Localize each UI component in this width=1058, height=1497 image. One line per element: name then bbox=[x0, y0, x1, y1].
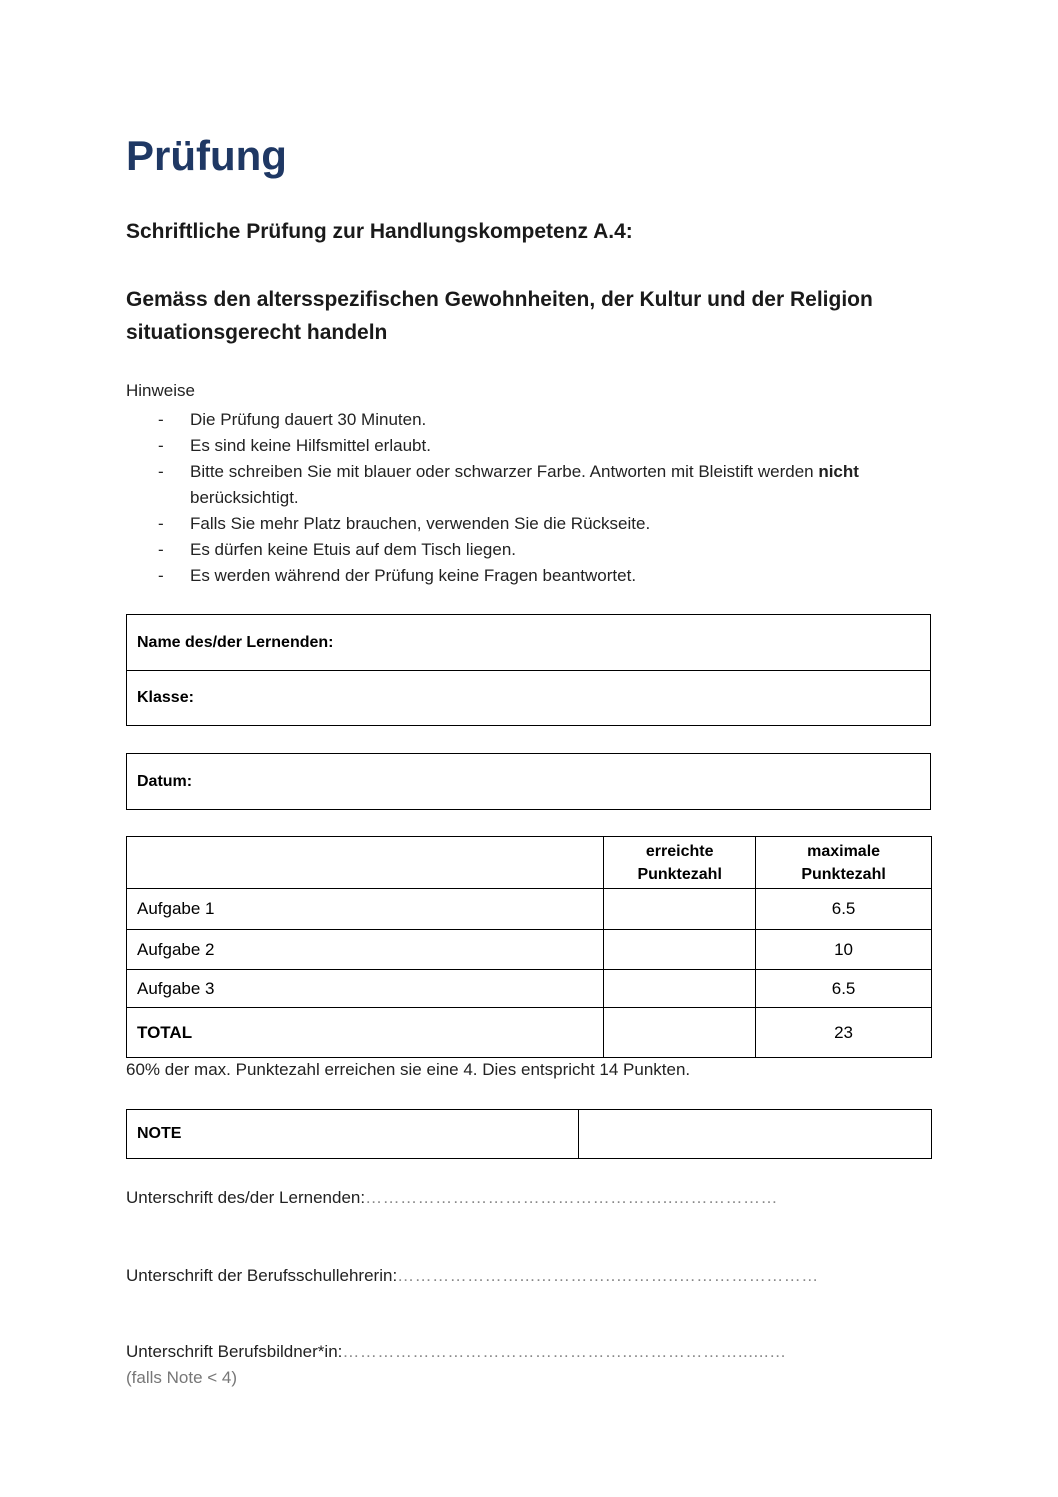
table-row bbox=[127, 930, 932, 970]
signature-student-label: Unterschrift des/der Lernenden: bbox=[126, 1188, 366, 1207]
max-total: 23 bbox=[756, 1008, 932, 1058]
hint-item: - Falls Sie mehr Platz brauchen, verwenden Sie die Rückseite. bbox=[158, 514, 651, 533]
class-field[interactable] bbox=[127, 670, 930, 725]
signature-trainer-label: Unterschrift Berufsbildner*in: bbox=[126, 1342, 343, 1361]
signature-dots: …………………………………………..………………......… bbox=[342, 1342, 787, 1361]
competency-heading: Gemäss den altersspezifischen Gewohnheiten, der Kultur und der Religion situationsgerecht handeln bbox=[126, 288, 873, 344]
hint-item: - Die Prüfung dauert 30 Minuten. bbox=[158, 410, 427, 429]
grade-table bbox=[126, 1109, 932, 1159]
class-label: Klasse: bbox=[137, 689, 194, 706]
hints-list bbox=[126, 407, 926, 589]
signature-teacher-line[interactable] bbox=[126, 1266, 819, 1286]
grade-field[interactable] bbox=[579, 1110, 932, 1159]
max-points: 10 bbox=[756, 930, 932, 970]
exam-subtitle: Schriftliche Prüfung zur Handlungskompetenz A.4: bbox=[126, 220, 633, 243]
hint-item: - Bitte schreiben Sie mit blauer oder schwarzer Farbe. Antworten mit Bleistift werden nicht berücksichtigt. bbox=[158, 462, 859, 507]
score-header-task bbox=[127, 837, 604, 889]
signature-dots: ……………………………………………..……………… bbox=[365, 1188, 779, 1207]
hint-item: - Es dürfen keine Etuis auf dem Tisch liegen. bbox=[158, 540, 517, 559]
signature-trainer-line[interactable] bbox=[126, 1342, 787, 1362]
trainer-signature-condition: (falls Note < 4) bbox=[126, 1368, 238, 1387]
page-title: Prüfung bbox=[126, 132, 287, 179]
emphasis-nicht: nicht bbox=[818, 462, 859, 481]
max-points: 6.5 bbox=[756, 889, 932, 930]
hints-label: Hinweise bbox=[126, 381, 195, 400]
task-name: Aufgabe 1 bbox=[127, 889, 604, 930]
total-label: TOTAL bbox=[127, 1008, 604, 1058]
date-field[interactable] bbox=[127, 754, 930, 809]
date-label: Datum: bbox=[137, 772, 193, 790]
task-name: Aufgabe 3 bbox=[127, 970, 604, 1008]
signature-student-line[interactable] bbox=[126, 1188, 778, 1208]
date-box bbox=[126, 753, 931, 810]
hint-item: - Es sind keine Hilfsmittel erlaubt. bbox=[158, 436, 431, 455]
student-name-label: Name des/der Lernenden: bbox=[137, 633, 334, 651]
achieved-total-cell[interactable] bbox=[604, 1008, 756, 1058]
achieved-points-cell[interactable] bbox=[604, 889, 756, 930]
student-info-box bbox=[126, 614, 931, 726]
score-header-achieved: erreichte Punktezahl bbox=[604, 837, 756, 889]
achieved-points-cell[interactable] bbox=[604, 970, 756, 1008]
task-name: Aufgabe 2 bbox=[127, 930, 604, 970]
grade-label: NOTE bbox=[127, 1110, 579, 1159]
score-header-max: maximale Punktezahl bbox=[756, 837, 932, 889]
table-row bbox=[127, 889, 932, 930]
table-row-total bbox=[127, 1008, 932, 1058]
student-name-field[interactable] bbox=[127, 615, 930, 670]
table-row bbox=[127, 970, 932, 1008]
signature-dots: …………………...…………..………..…………………… bbox=[397, 1266, 819, 1285]
max-points: 6.5 bbox=[756, 970, 932, 1008]
passing-note: 60% der max. Punktezahl erreichen sie eine 4. Dies entspricht 14 Punkten. bbox=[126, 1060, 691, 1079]
hint-item: - Es werden während der Prüfung keine Fragen beantwortet. bbox=[158, 566, 637, 585]
score-header-row bbox=[127, 837, 932, 889]
score-table bbox=[126, 836, 932, 1058]
achieved-points-cell[interactable] bbox=[604, 930, 756, 970]
signature-teacher-label: Unterschrift der Berufsschullehrerin: bbox=[126, 1266, 398, 1285]
